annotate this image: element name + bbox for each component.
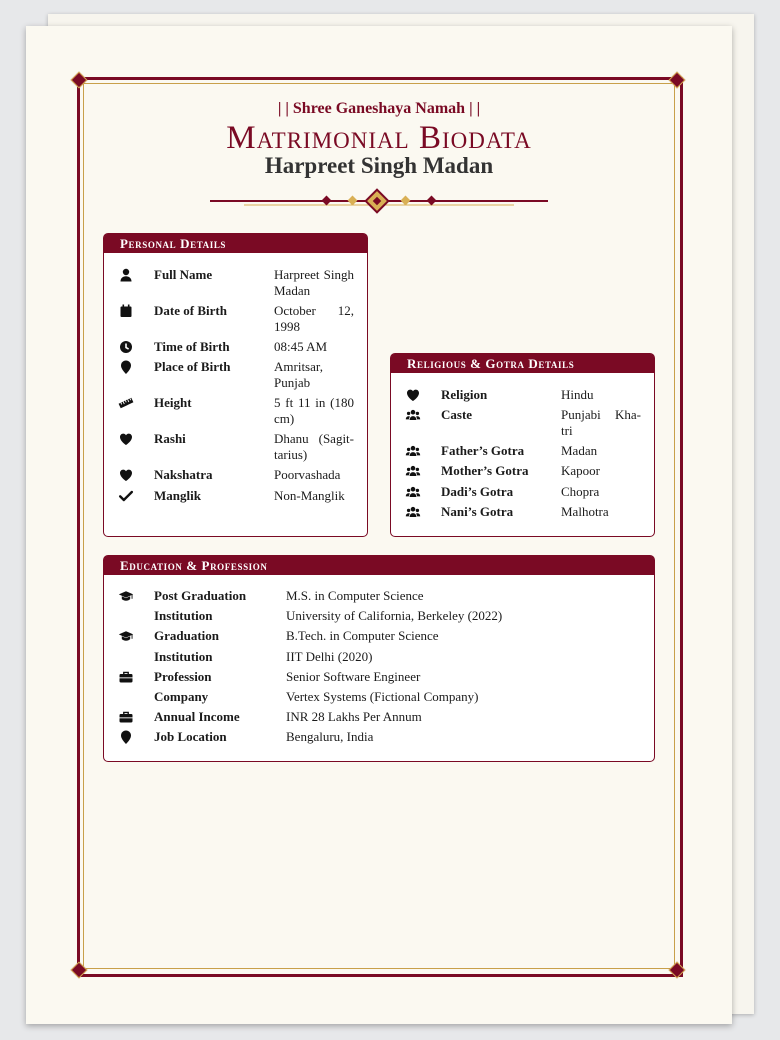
field-value: Vertex Systems (Fictional Company): [286, 689, 479, 704]
biodata-page: [26, 26, 732, 1024]
field-label: Annual Income: [154, 709, 240, 724]
field-value: Poorvashada: [274, 467, 341, 482]
field-value: Chopra: [561, 484, 600, 499]
users-icon: [405, 407, 421, 423]
field-label: Institution: [154, 649, 213, 664]
religious-details-card: [390, 353, 655, 537]
field-label: Date of Birth: [154, 303, 227, 318]
field-label: Time of Birth: [154, 339, 230, 354]
field-value: Malhotra: [561, 504, 609, 519]
graduation-cap-icon: [118, 628, 134, 644]
briefcase-icon: [118, 669, 134, 685]
education-profession-heading: Education & Profession: [104, 556, 654, 575]
field-label: Dadi’s Gotra: [441, 484, 514, 499]
field-value: Harpreet Singh Madan: [274, 267, 354, 298]
invocation-line: | | Shree Ganeshaya Namah | |: [277, 100, 481, 117]
field-label: Mother’s Gotra: [441, 463, 529, 478]
field-value: INR 28 Lakhs Per Annum: [286, 709, 422, 724]
field-label: Caste: [441, 407, 473, 422]
users-icon: [405, 484, 421, 500]
graduation-cap-icon: [118, 588, 134, 604]
field-label: Graduation: [154, 628, 220, 643]
field-label: Post Graduation: [154, 588, 247, 603]
clock-icon: [118, 339, 134, 355]
heart-icon: [405, 387, 421, 403]
field-value: Hindu: [561, 387, 594, 402]
briefcase-icon: [118, 709, 134, 725]
field-value: B.Tech. in Computer Science: [286, 628, 439, 643]
education-profession-card: [103, 555, 655, 762]
field-label: Nani’s Gotra: [441, 504, 514, 519]
field-label: Job Location: [154, 729, 227, 744]
personal-details-heading: Personal Details: [104, 234, 367, 253]
personal-details-card: [103, 233, 368, 537]
ruler-icon: [118, 395, 134, 411]
field-label: Institution: [154, 608, 213, 623]
field-label: Profession: [154, 669, 212, 684]
religious-details-heading: Religious & Gotra Details: [391, 354, 654, 373]
field-label: Rashi: [154, 431, 186, 446]
field-value: Kapoor: [561, 463, 600, 478]
field-value: Senior Software Engineer: [286, 669, 421, 684]
field-label: Height: [154, 395, 192, 410]
field-value: October 12, 1998: [274, 303, 354, 334]
field-label: Full Name: [154, 267, 213, 282]
field-value: University of California, Berkeley (2022): [286, 608, 503, 623]
field-value: Dhanu (Sagit-tarius): [274, 431, 354, 462]
document-title: Matrimonial Biodata: [226, 120, 532, 156]
field-value: Amritsar, Punjab: [274, 359, 323, 390]
field-label: Father’s Gotra: [441, 443, 525, 458]
check-icon: [118, 488, 134, 504]
field-label: Religion: [441, 387, 488, 402]
field-value: M.S. in Computer Science: [286, 588, 424, 603]
field-value: 5 ft 11 in (180 cm): [274, 395, 354, 426]
field-value: 08:45 AM: [274, 339, 328, 354]
field-value: Non-Manglik: [274, 488, 345, 503]
heart-icon: [118, 431, 134, 447]
field-value: Bengaluru, India: [286, 729, 374, 744]
field-value: Madan: [561, 443, 598, 458]
field-value: Punjabi Kha-tri: [561, 407, 641, 438]
calendar-icon: [118, 303, 134, 319]
users-icon: [405, 443, 421, 459]
ornamental-divider: [210, 188, 548, 218]
map-pin-icon: [118, 359, 134, 375]
heart-icon: [118, 467, 134, 483]
users-icon: [405, 463, 421, 479]
map-pin-icon: [118, 729, 134, 745]
field-label: Company: [154, 689, 209, 704]
field-label: Place of Birth: [154, 359, 231, 374]
candidate-name: Harpreet Singh Madan: [264, 153, 494, 178]
user-icon: [118, 267, 134, 283]
field-label: Nakshatra: [154, 467, 213, 482]
users-icon: [405, 504, 421, 520]
field-label: Manglik: [154, 488, 201, 503]
field-value: IIT Delhi (2020): [286, 649, 373, 664]
